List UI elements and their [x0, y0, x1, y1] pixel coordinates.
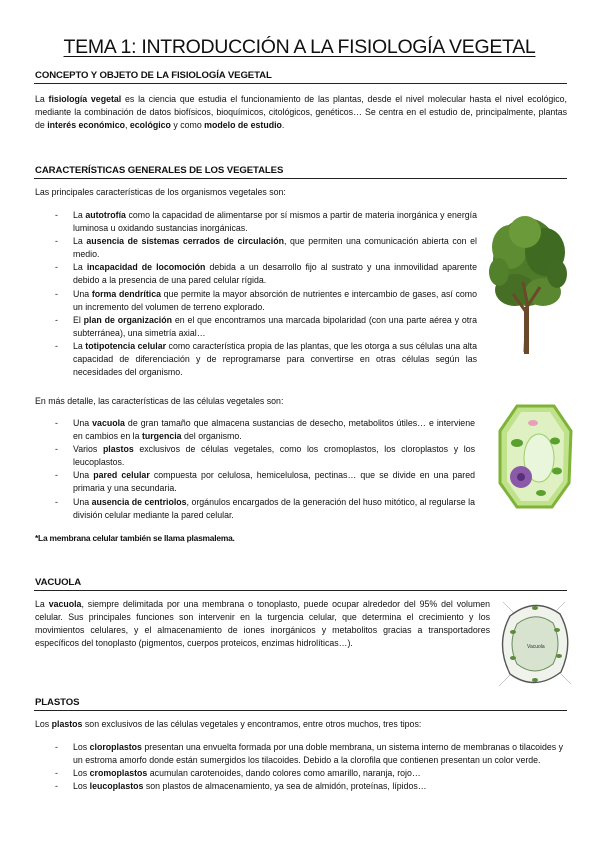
- bold-term: incapacidad de locomoción: [86, 262, 206, 273]
- section-heading-caracteristicas: CARACTERÍSTICAS GENERALES DE LOS VEGETALES: [35, 165, 284, 176]
- text-run: son exclusivos de las células vegetales y encontramos, entre otros muchos, tres tipos:: [82, 719, 422, 729]
- list-celulas: [55, 417, 475, 522]
- bold-term: ausencia de centriolos: [91, 496, 187, 507]
- text-run: , orgánulos encargados de la generación del huso mitótico, al regularse la división celular mediante la pared celular.: [73, 496, 475, 520]
- vacuole-label: Vacuola: [527, 644, 545, 650]
- text-run: El: [73, 314, 84, 325]
- text-run: , siempre delimitada por una membrana o tonoplasto, puede ocupar alrededor del 95% del volumen celular. Sus principales funciones son intervenir en la turgencia celular, que determina el crecimiento y los movimientos celulares, y el almacenamiento de iones inorgánicos y metabolitos gracias a transportadores específicos del tonoplasto (pigmentos, cuerpos proteicos, enzimas hidrolíticas…).: [35, 599, 491, 649]
- text-run: presentan una envuelta formada por una doble membrana, un sistema interno de membranas o tilacoides y un estroma amorfo donde están sumergidos los tilacoides. Debido a la clorofila que contienen presentan un color verde.: [73, 742, 563, 766]
- text-run: ,: [124, 120, 130, 131]
- section-divider: [34, 83, 567, 84]
- list-item: [55, 235, 477, 261]
- text-run: La: [35, 599, 49, 609]
- bold-term: cromoplastos: [89, 768, 148, 779]
- section-divider: [34, 710, 567, 711]
- bold-term: plan de organización: [83, 314, 172, 325]
- text-run: en el que encontramos una marcada bipolaridad (con una parte aérea y otra subterránea), una simetría axial…: [73, 314, 477, 338]
- text-run: , que permiten una comunicación abierta con el medio.: [73, 236, 477, 260]
- list-item: [55, 417, 475, 443]
- list-item: [55, 261, 477, 287]
- bold-term: plastos: [51, 719, 83, 729]
- paragraph-caracteristicas-intro: Las principales características de los organismos vegetales son:: [35, 187, 286, 197]
- list-item: [55, 780, 563, 793]
- bold-term: autotrofía: [85, 210, 126, 220]
- list-item: [55, 443, 475, 469]
- text-run: La: [73, 210, 86, 220]
- bold-term: ausencia de sistemas cerrados de circulación: [86, 236, 284, 247]
- bold-term: totipotencia celular: [85, 340, 167, 351]
- list-item: [55, 314, 477, 340]
- list-item: [55, 767, 563, 780]
- text-run: y como: [170, 120, 205, 131]
- note-plasmalema: *La membrana celular también se llama plasmalema.: [35, 533, 235, 543]
- text-run: Una: [73, 470, 94, 481]
- text-run: Los: [73, 768, 90, 779]
- bold-term: interés económico: [47, 120, 125, 131]
- bold-term: turgencia: [141, 431, 182, 442]
- list-plastos: [55, 741, 563, 793]
- tree-illustration: [485, 212, 570, 357]
- text-run: Los: [35, 719, 52, 729]
- section-heading-concepto: CONCEPTO Y OBJETO DE LA FISIOLOGÍA VEGETAL: [35, 70, 272, 81]
- text-run: que permite la mayor absorción de nutrientes e intercambio de gases, así como un incremento del volumen de terreno explorado.: [73, 288, 477, 312]
- text-run: Una: [73, 418, 93, 428]
- section-heading-vacuola: VACUOLA: [35, 577, 82, 588]
- text-run: como característica propia de las plantas, que les otorga a sus células una alta capacidad de diferenciación y de reprogramarse para convertirse en otras células según las necesidades del organismo.: [73, 340, 477, 378]
- text-run: compuesta por celulosa, hemicelulosa, pectinas… que se divide en una pared primaria y una secundaria.: [73, 470, 475, 494]
- text-run: Varios: [73, 444, 103, 455]
- text-run: .: [281, 120, 285, 131]
- plant-cell-illustration: [497, 403, 574, 510]
- paragraph-concepto: [35, 93, 567, 132]
- bold-term: forma dendrítica: [91, 288, 161, 299]
- bold-term: plastos: [102, 444, 134, 455]
- paragraph-vacuola: [35, 598, 490, 650]
- list-item: [55, 469, 475, 495]
- text-run: Una: [73, 496, 92, 507]
- text-run: como la capacidad de alimentarse por sí mismos a partir de materia inorgánica y energía luminosa u oxidando sustancias inorgánicas.: [73, 210, 477, 234]
- bold-term: cloroplastos: [89, 742, 142, 752]
- section-divider: [34, 590, 567, 591]
- list-item: [55, 496, 475, 522]
- bold-term: vacuola: [48, 599, 82, 609]
- text-run: Una: [73, 288, 92, 299]
- bold-term: fisiología vegetal: [48, 94, 122, 104]
- page-title: TEMA 1: INTRODUCCIÓN A LA FISIOLOGÍA VEGETAL: [63, 36, 536, 58]
- text-run: Los: [73, 742, 90, 752]
- text-run: acumulan carotenoides, dando colores como amarillo, naranja, rojo…: [147, 768, 421, 779]
- text-run: La: [35, 94, 49, 104]
- text-run: La: [73, 262, 87, 273]
- text-run: La: [73, 340, 86, 351]
- vacuole-diagram: [495, 596, 575, 692]
- section-divider: [34, 178, 567, 179]
- text-run: de gran tamaño que almacena sustancias de desecho, metabolitos útiles… e interviene en cambios en la: [73, 418, 475, 442]
- text-run: es la ciencia que estudia el funcionamiento de las plantas, desde el nivel molecular hasta el nivel ecológico, mediante la combinación de datos biofísicos, bioquímicos, citológicos, genéticos… Se centra en el estudio de, principalmente, plantas de: [35, 94, 567, 131]
- paragraph-celulas-intro: En más detalle, las características de las células vegetales son:: [35, 396, 284, 406]
- text-run: son plastos de almacenamiento, ya sea de almidón, proteínas, lípidos…: [143, 781, 427, 792]
- text-run: Los: [73, 781, 90, 792]
- list-item: [55, 209, 477, 235]
- bold-term: modelo de estudio: [204, 120, 282, 131]
- bold-term: ecológico: [129, 120, 171, 131]
- section-heading-plastos: PLASTOS: [35, 697, 80, 708]
- list-item: [55, 288, 477, 314]
- list-caracteristicas: [55, 209, 477, 379]
- text-run: del organismo.: [181, 431, 242, 442]
- bold-term: pared celular: [93, 470, 150, 481]
- text-run: La: [73, 236, 87, 247]
- bold-term: leucoplastos: [89, 781, 144, 792]
- bold-term: vacuola: [92, 418, 125, 428]
- list-item: [55, 340, 477, 379]
- list-item: [55, 741, 563, 767]
- text-run: exclusivos de células vegetales, como los cromoplastos, los cloroplastos y los leucoplastos.: [73, 444, 476, 468]
- paragraph-plastos-intro: [35, 718, 567, 731]
- text-run: debida a un desarrollo fijo al sustrato y una inmovilidad aparente debido a la presencia de una pared celular rígida.: [73, 262, 477, 286]
